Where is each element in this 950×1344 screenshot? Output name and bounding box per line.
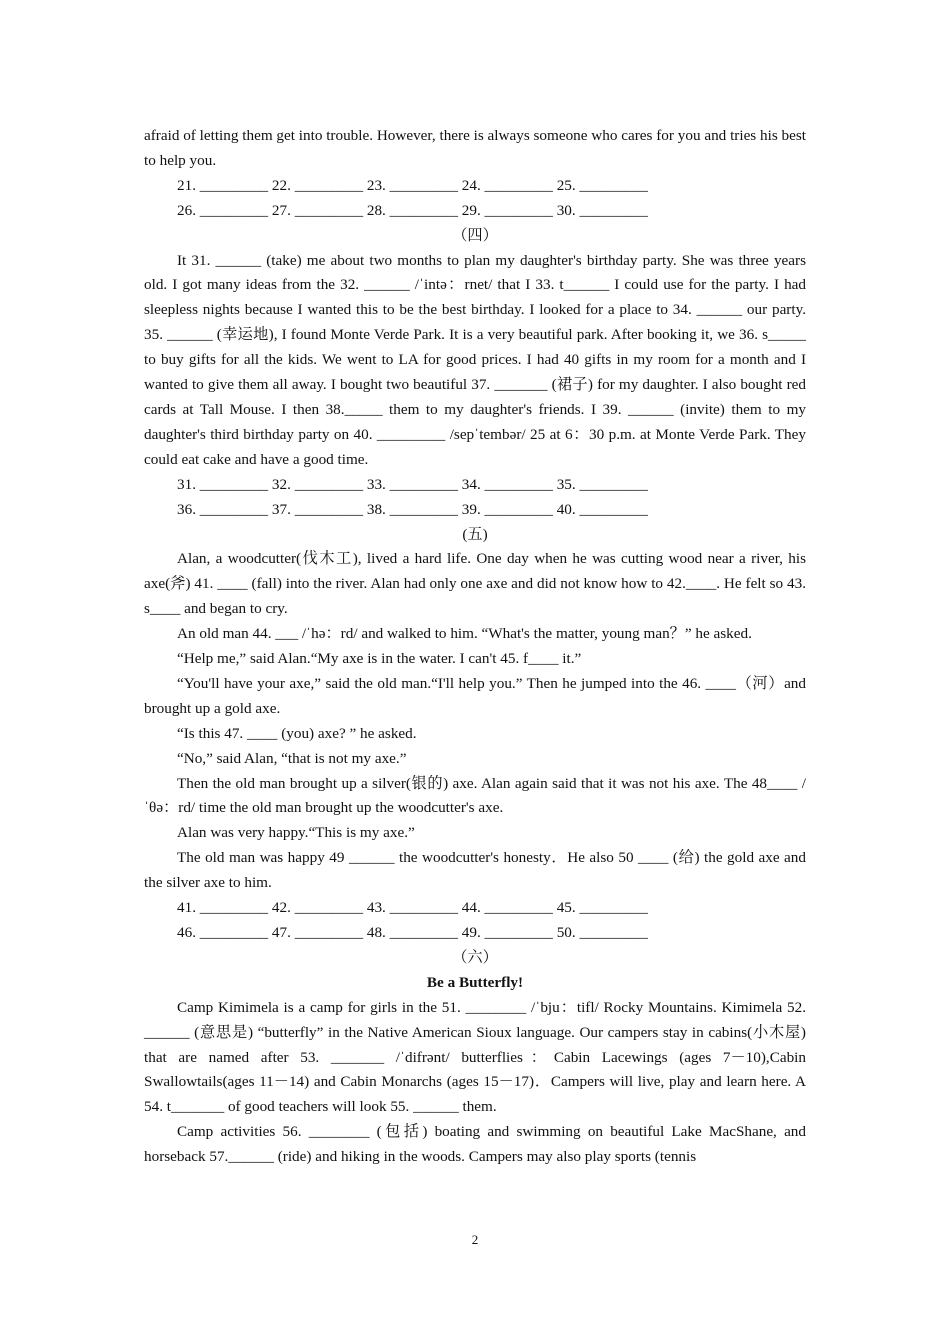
section-heading: (五) — [462, 525, 488, 543]
answer-line: 26. _________ 27. _________ 28. _________ 29. _________ 30. _________ — [177, 201, 648, 219]
paragraph: “Is this 47. ____ (you) axe? ” he asked. — [177, 724, 417, 742]
answer-line: 41. _________ 42. _________ 43. _________ 44. _________ 45. _________ — [177, 899, 648, 917]
answer-line: 46. _________ 47. _________ 48. _________ 49. _________ 50. _________ — [177, 924, 648, 941]
paragraph: Alan was very happy.“This is my axe.” — [177, 824, 415, 842]
paragraph: An old man 44. ___ /ˈhə：rd/ and walked to him. “What's the matter, young man？” he asked. — [177, 625, 752, 643]
paragraph: Camp activities 56. ________ (包括) boating and swimming on beautiful Lake MacShane, and horseback 57.______ (ride) and hiking in the woods. Campers may also play sports (tennis — [144, 1123, 806, 1166]
section3-text: afraid of letting them get into trouble. However, there is always someone who cares for you and tries his best to help you. — [144, 127, 806, 169]
paragraph: “Help me,” said Alan.“My axe is in the water. I can't 45. f____ it.” — [177, 650, 582, 668]
answer-line: 31. _________ 32. _________ 33. _________ 34. _________ 35. _________ — [177, 475, 648, 493]
paragraph: “You'll have your axe,” said the old man.“I'll help you.” Then he jumped into the 46. ____（河）and brought up a gold axe. — [144, 674, 806, 717]
paragraph: “No,” said Alan, “that is not my axe.” — [177, 749, 407, 767]
paragraph: The old man was happy 49 ______ the woodcutter's honesty．He also 50 ____ (给) the gold axe and the silver axe to him. — [144, 849, 806, 892]
section-heading: （六） — [452, 948, 498, 966]
paragraph: Camp Kimimela is a camp for girls in the 51. ________ /ˈbju：tifl/ Rocky Mountains. Kimimela 52. ______ (意思是) “butterfly” in the Native American Sioux language. Our campers stay in cabins(小木屋) that are named after 53. _______ /ˈdifrənt/ butterflies：Cabin Lacewings (ages 7－10),Cabin Swallowtails(ages 11－14) and Cabin Monarchs (ages 15－17)．Campers will live, play and learn here. A 54. t_______ of good teachers will look 55. ______ them. — [144, 998, 806, 1116]
answer-line: 36. _________ 37. _________ 38. _________ 39. _________ 40. _________ — [177, 500, 648, 518]
paragraph: Then the old man brought up a silver(银的) axe. Alan again said that it was not his axe. The 48____ /ˈθə：rd/ time the old man brought up the woodcutter's axe. — [144, 774, 806, 817]
document-page — [144, 124, 806, 1170]
section-heading: （四） — [452, 226, 498, 244]
answer-line: 21. _________ 22. _________ 23. _________ 24. _________ 25. _________ — [177, 176, 648, 194]
section4-text: It 31. ______ (take) me about two months to plan my daughter's birthday party. She was three years old. I got many ideas from the 32. ______ /ˈintə：rnet/ that I 33. t______ I could use for the party. I had sleepless nights because I wanted this to be the best birthday. I looked for a place to 34. ______ our party. 35. ______ (幸运地), I found Monte Verde Park. It is a very beautiful park. After booking it, we 36. s_____ to buy gifts for all the kids. We went to LA for good prices. I had 40 gifts in my room for a month and I wanted to give them all away. I bought two beautiful 37. _______ (裙子) for my daughter. I also bought red cards at Tall Mouse. I then 38._____ them to my daughter's friends. I 39. ______ (invite) them to my daughter's third birthday party on 40. _________ /sepˈtembər/ 25 at 6：30 p.m. at Monte Verde Park. They could eat cake and have a good time. — [144, 251, 806, 468]
page-number: 2 — [471, 1232, 479, 1247]
passage-title: Be a Butterfly! — [426, 973, 524, 991]
paragraph: Alan, a woodcutter(伐木工), lived a hard life. One day when he was cutting wood near a river, his axe(斧) 41. ____ (fall) into the river. Alan had only one axe and did not know how to 42.____. He felt so 43. s____ and began to cry. — [144, 550, 806, 618]
